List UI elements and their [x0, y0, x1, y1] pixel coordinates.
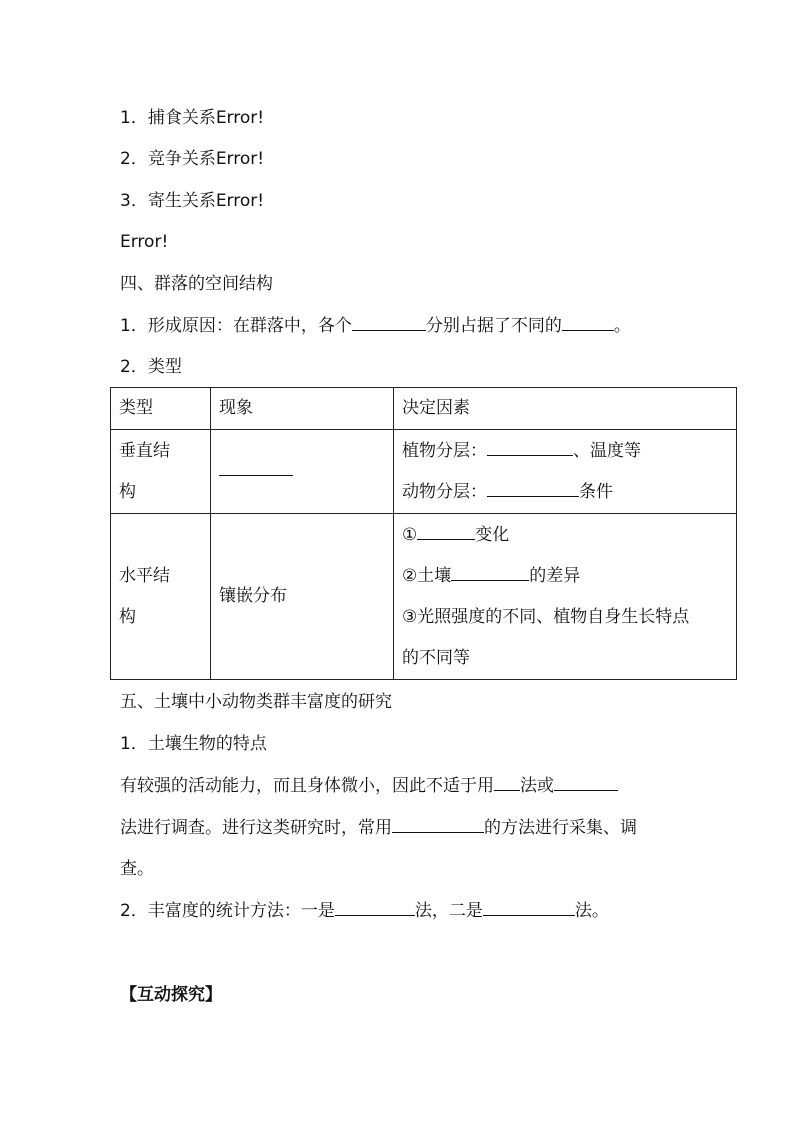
stats-text-2: 法，二是: [414, 901, 483, 921]
animal-layer-suffix: 条件: [579, 481, 613, 502]
soil-text-2: 法或: [520, 776, 554, 796]
vertical-phenomenon-cell: [211, 430, 394, 514]
fill-blank[interactable]: [494, 774, 520, 791]
soil-text-4: 的方法进行采集、调: [484, 818, 637, 838]
horizontal-phenomenon-cell: 镶嵌分布: [211, 514, 394, 680]
types-heading: 2．类型: [120, 357, 182, 377]
plant-layer-line: [402, 431, 728, 472]
cause-text-3: 。: [613, 316, 631, 336]
relation-parasitism: 3．寄生关系Error!: [120, 191, 265, 211]
fill-blank[interactable]: [487, 439, 573, 456]
fill-blank[interactable]: [219, 459, 293, 476]
cause-text-1: 1．形成原因：在群落中，各个: [120, 316, 352, 336]
factor-line-3: ③光照强度的不同、植物自身生长特点: [402, 606, 690, 627]
stats-text-1: 2．丰富度的统计方法：一是: [120, 901, 335, 921]
structure-table: [110, 387, 737, 680]
fill-blank[interactable]: [487, 480, 579, 497]
factor-1-suffix: 变化: [475, 524, 510, 545]
vertical-type-cell: [111, 430, 211, 514]
relation-predation: 1．捕食关系Error!: [120, 108, 265, 128]
horizontal-factor-cell: [394, 514, 737, 680]
fill-blank[interactable]: [562, 314, 614, 331]
soil-subheading-1: 1．土壤生物的特点: [120, 734, 267, 754]
factor-line-2: [402, 556, 728, 597]
fill-blank[interactable]: [451, 564, 529, 581]
soil-text-3: 法进行调查。进行这类研究时，常用: [120, 818, 392, 838]
soil-paragraph-line-1: [120, 774, 618, 798]
horizontal-type-cell: [111, 514, 211, 680]
horizontal-type-line2: 构: [119, 606, 136, 627]
plant-layer-suffix: 、温度等: [573, 440, 641, 461]
header-phenomenon: 现象: [211, 388, 394, 430]
section-heading-4: 四、群落的空间结构: [120, 274, 273, 294]
fill-blank[interactable]: [483, 899, 575, 916]
section-heading-5: 五、土壤中小动物类群丰富度的研究: [120, 692, 392, 712]
vertical-type-line1: 垂直结: [119, 440, 170, 461]
animal-layer-label: 动物分层：: [402, 481, 487, 502]
relation-competition: 2．竞争关系Error!: [120, 149, 265, 169]
horizontal-type-line1: 水平结: [119, 565, 170, 586]
table-row-vertical: [111, 430, 737, 514]
factor-2-label: ②土壤: [402, 565, 452, 586]
table-header-row: [111, 388, 737, 430]
stats-text-3: 法。: [574, 901, 609, 921]
factor-line-1: [402, 515, 728, 556]
vertical-type-line2: 构: [119, 481, 136, 502]
factor-2-suffix: 的差异: [529, 565, 581, 586]
soil-paragraph-line-3: 查。: [120, 859, 154, 879]
vertical-factor-cell: [394, 430, 737, 514]
fill-blank[interactable]: [335, 899, 415, 916]
statistics-method-line: [120, 899, 609, 923]
factor-1-label: ①: [402, 524, 418, 545]
header-type: 类型: [111, 388, 211, 430]
soil-paragraph-line-2: [120, 816, 637, 840]
soil-text-1: 有较强的活动能力，而且身体微小，因此不适于用: [120, 776, 494, 796]
formation-cause: [120, 314, 631, 338]
cause-text-2: 分别占据了不同的: [425, 316, 562, 336]
table-row-horizontal: [111, 514, 737, 680]
fill-blank[interactable]: [352, 314, 426, 331]
plant-layer-label: 植物分层：: [402, 440, 487, 461]
animal-layer-line: [402, 472, 728, 513]
error-text: Error!: [120, 232, 169, 252]
factor-line-4: 的不同等: [402, 647, 470, 668]
interactive-heading: 【互动探究】: [120, 985, 222, 1005]
fill-blank[interactable]: [554, 774, 618, 791]
header-factor: 决定因素: [394, 388, 737, 430]
fill-blank[interactable]: [392, 816, 484, 833]
fill-blank[interactable]: [417, 523, 475, 540]
